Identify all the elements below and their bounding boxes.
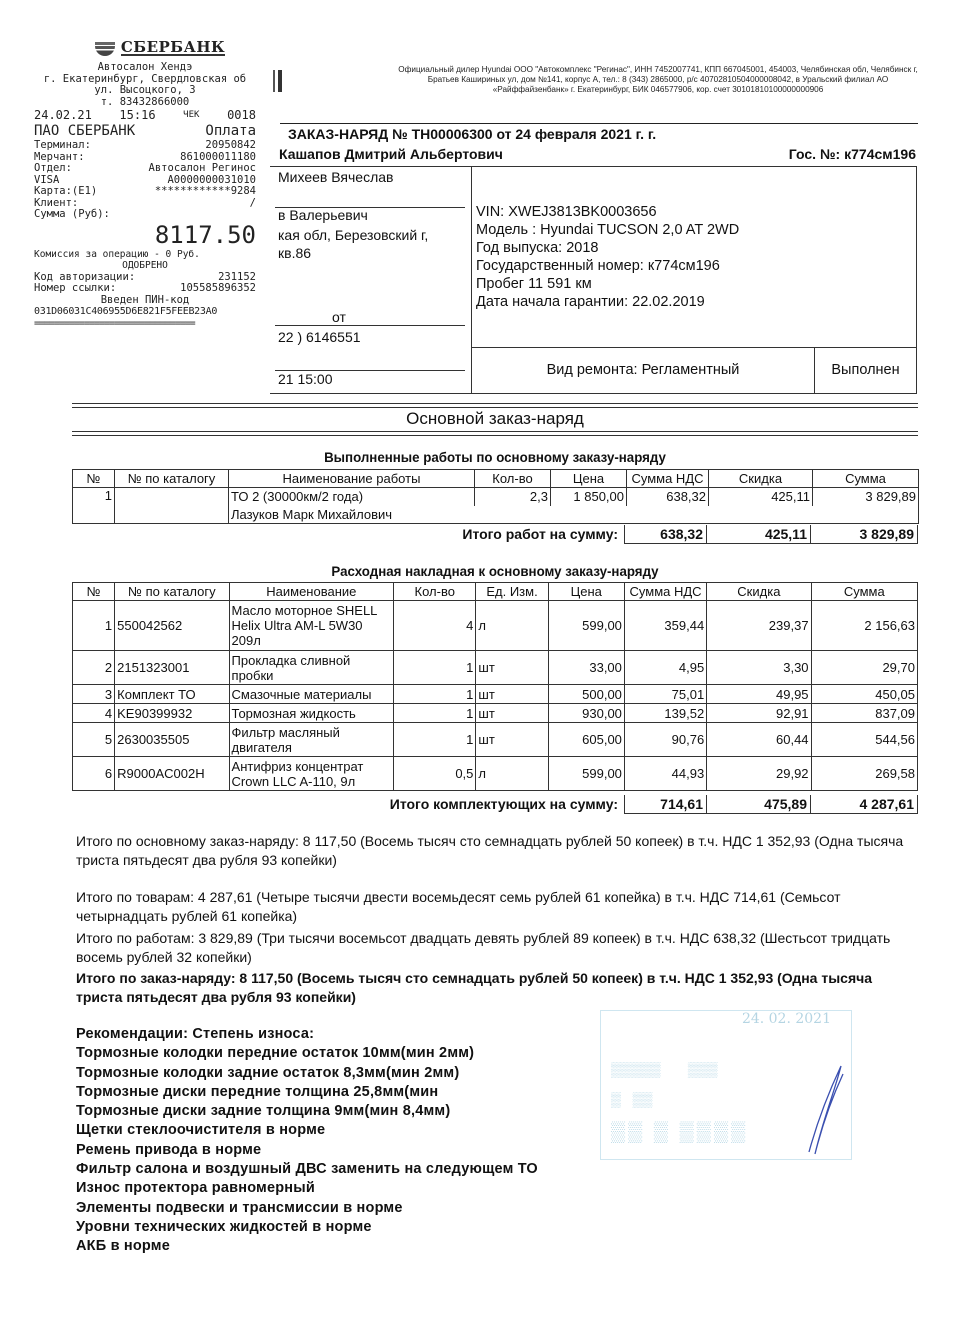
cell-qty: 0,5: [394, 757, 476, 791]
table-row: [73, 488, 919, 506]
store-phone: т. 83432866000: [100, 95, 190, 108]
cell-discount: 92,91: [707, 704, 811, 723]
cell-price: 599,00: [548, 757, 624, 791]
cell-price: 1 850,00: [551, 488, 627, 506]
commission: Комиссия за операцию - 0 Руб.: [34, 248, 200, 260]
table-row: [73, 704, 918, 723]
cell-unit: л: [476, 601, 548, 651]
barcode-mark-icon: [273, 70, 283, 92]
cell-vat: 4,95: [624, 651, 706, 685]
customer-phone: 22 ) 6146551: [278, 329, 361, 345]
field-rule: [275, 325, 465, 326]
receipt-datetime-row: [34, 108, 256, 122]
cell-name: ТО 2 (30000км/2 года): [229, 488, 475, 506]
recommendation-item: Фильтр салона и воздушный ДВС заменить на следующем ТО: [76, 1161, 538, 1178]
parts-total-discount: 475,89: [706, 795, 810, 814]
cell-name: Тормозная жидкость: [229, 704, 394, 723]
cell-unit: л: [476, 757, 548, 791]
table-row: [73, 651, 918, 685]
recommendations: [76, 1025, 538, 1257]
row-label: VISA: [34, 173, 60, 186]
cell-qty: 1: [394, 651, 476, 685]
row-value: /: [249, 196, 256, 209]
cell-sum: 837,09: [811, 704, 917, 723]
cell-catalog: R9000AC002H: [115, 757, 229, 791]
repair-type: Вид ремонта: Регламентный: [472, 348, 815, 394]
cell-vat: 359,44: [624, 601, 706, 651]
header-rule: [280, 123, 918, 124]
recommendation-item: Элементы подвески и трансмиссии в норме: [76, 1199, 403, 1216]
cell-catalog: 550042562: [115, 601, 229, 651]
cell-sum: 29,70: [811, 651, 917, 685]
cell-discount: 425,11: [709, 488, 813, 506]
vehicle-mileage: Пробег 11 591 км: [476, 276, 592, 292]
cell-discount: 3,30: [707, 651, 811, 685]
cell-sum: 2 156,63: [811, 601, 917, 651]
cell-vat: 139,52: [624, 704, 706, 723]
recommendation-item: Тормозные диски задние толщина 9мм(мин 8,4мм): [76, 1103, 451, 1120]
cell-sum: 269,58: [811, 757, 917, 791]
sberbank-logo-icon: [95, 42, 115, 56]
cell-catalog: KE90399932: [115, 704, 229, 723]
cell-price: 33,00: [548, 651, 624, 685]
row-label: Карта:(E1): [34, 185, 98, 197]
parts-total-label: Итого комплектующих на сумму:: [389, 796, 618, 812]
doc-from-label: от: [332, 309, 346, 325]
stamp-line: ▒▒ ▒ ▒▒▒▒: [611, 1121, 749, 1143]
customer-patronymic: в Валерьевич: [278, 207, 368, 223]
ref-number: 105585896352: [180, 282, 256, 294]
order-status: Выполнен: [831, 362, 900, 378]
recommendation-item: Ремень привода в норме: [76, 1141, 262, 1158]
cell-vat: 75,01: [624, 685, 706, 704]
recommendation-item: Износ протектора равномерный: [76, 1180, 315, 1197]
works-total-vat: 638,32: [624, 525, 706, 544]
summary-main-order: Итого по основному заказ-наряду: 8 117,50 (Восемь тысяч сто семнадцать рублей 50 копеек) в т.ч. НДС 1 352,93 (Одна тысяча триста пятьдесят два рубля 93 копейки): [76, 833, 904, 868]
receipt-row: [34, 209, 256, 221]
cell-no: 6: [73, 757, 115, 791]
cell-sum: 3 829,89: [813, 488, 919, 506]
cell-sum: 450,05: [811, 685, 917, 704]
cell-no: 5: [73, 723, 115, 757]
parts-table: [72, 582, 918, 791]
cell-qty: 4: [394, 601, 476, 651]
store-address: г. Екатеринбург, Свердловская об: [43, 72, 247, 85]
summary-works: Итого по работам: 3 829,89 (Три тысячи восемьсот двадцать девять рублей 89 копеек) в т.ч. НДС 638,32 (Шестьсот тридцать восемь рублей 32 копейки): [76, 930, 891, 965]
parts-total-vat: 714,61: [624, 795, 706, 814]
cell-price: 500,00: [548, 685, 624, 704]
row-label: Терминал:: [34, 139, 91, 151]
approved-status: ОДОБРЕНО: [122, 260, 168, 271]
section-divider: [72, 431, 918, 436]
row-value: 861000011180: [180, 150, 256, 163]
customer-info: [270, 167, 472, 393]
cell-no: 2: [73, 651, 115, 685]
col-header: Наименование работы: [229, 470, 475, 488]
transaction-hash: 031D06031C406955D6E821F5FEEB23A0: [34, 306, 218, 317]
parts-section-title: Расходная накладная к основному заказу-наряду: [331, 563, 659, 579]
cell-no: 3: [73, 685, 115, 704]
store-name: Автосалон Хендэ: [97, 61, 193, 73]
summary-total: Итого по заказ-наряду: 8 117,50 (Восемь тысяч сто семнадцать рублей 50 копеек) в т.ч. НДС 1 352,93 (Одна тысяча триста пятьдесят два рубля 93 копейки): [76, 970, 873, 1005]
auth-label: Код авторизации:: [34, 270, 136, 283]
table-row: [73, 685, 918, 704]
order-title: ЗАКАЗ-НАРЯД № ТН00006300 от 24 февраля 2021 г. г.: [288, 126, 657, 142]
col-header: Цена: [551, 470, 627, 488]
receipt-date: 24.02.21: [34, 108, 92, 122]
col-header: Наименование: [229, 583, 394, 601]
row-value: ************9284: [154, 185, 256, 197]
cell-unit: шт: [476, 651, 548, 685]
parts-total-row: [72, 795, 918, 815]
bank-full-name: ПАО СБЕРБАНК: [34, 123, 136, 139]
cell-vat: 638,32: [627, 488, 709, 506]
cell-discount: 49,95: [707, 685, 811, 704]
client-name: Кашапов Дмитрий Альбертович: [279, 146, 503, 162]
section-divider: [72, 403, 918, 408]
works-section-title: Выполненные работы по основному заказу-наряду: [324, 449, 666, 465]
cell-qty: 1: [394, 685, 476, 704]
sberbank-logo: [64, 36, 256, 62]
col-header: №: [73, 583, 115, 601]
auth-code: 231152: [218, 270, 256, 283]
table-row: [73, 723, 918, 757]
dealer-info: Официальный дилер Hyundai ООО "Автокомплекс "Регинас", ИНН 7452007741, КПП 667045001, 454003, Челябинская обл, Челябинск г, Братьев Кашириных ул, дом №141, корпус А, тел.: 8 (343) 2865000, р/с 40702810504000008042, в Уральский филиал АО «Райффайзенбанк» г. Екатеринбург, БИК 046577906, кор. счет 30101810100000000906: [398, 65, 918, 95]
repair-info-row: [472, 347, 916, 394]
recommendation-item: Тормозные колодки задние остаток 8,3мм(мин 2мм): [76, 1064, 460, 1081]
cell-price: 599,00: [548, 601, 624, 651]
row-label: Сумма (Руб):: [34, 208, 110, 220]
warranty-start: Дата начала гарантии: 22.02.2019: [476, 294, 705, 310]
col-header: Сумма: [813, 470, 919, 488]
row-value: 20950842: [205, 139, 256, 151]
payment-amount: 8117.50: [154, 220, 256, 249]
recommendation-item: Тормозные диски передние толщина 25,8мм(мин: [76, 1083, 439, 1100]
cell-unit: шт: [476, 704, 548, 723]
recommendation-item: Уровни технических жидкостей в норме: [76, 1218, 372, 1235]
cell-unit: шт: [476, 723, 548, 757]
card-payment-receipt: [34, 36, 256, 329]
col-header: Скидка: [707, 583, 811, 601]
stamp-date: 24. 02. 2021: [741, 1011, 831, 1027]
receipt-row: [34, 140, 256, 152]
customer-address: кая обл, Березовский г,: [278, 227, 429, 243]
plate-number: [789, 146, 916, 162]
ref-label: Номер ссылки:: [34, 282, 117, 294]
summary-goods: Итого по товарам: 4 287,61 (Четыре тысячи двести восемьдесят семь рублей 61 копейка) в т.ч. НДС 714,61 (Семьсот четырнадцать рублей 61 копейка): [76, 889, 841, 924]
receipt-row: [34, 163, 256, 175]
ref-number-row: [34, 283, 256, 295]
row-label: Мерчант:: [34, 150, 85, 163]
col-header: Ед. Изм.: [476, 583, 548, 601]
cell-no: 1: [73, 488, 115, 524]
recommendation-item: Щетки стеклоочистителя в норме: [76, 1122, 326, 1139]
works-table: [72, 469, 919, 524]
order-info-box: [270, 166, 917, 394]
cell-vat: 90,76: [624, 723, 706, 757]
cell-price: 605,00: [548, 723, 624, 757]
col-header: Кол-во: [394, 583, 476, 601]
vehicle-info: [472, 167, 916, 347]
table-header-row: [73, 583, 918, 601]
table-row: [73, 601, 918, 651]
col-header: № по каталогу: [115, 583, 229, 601]
col-header: Сумма: [811, 583, 917, 601]
cell-discount: 239,37: [707, 601, 811, 651]
works-total-label: Итого работ на сумму:: [462, 526, 618, 542]
cell-catalog: 2630035505: [115, 723, 229, 757]
cell-no: 1: [73, 601, 115, 651]
pin-entered: Введен ПИН-код: [100, 293, 190, 306]
cell-no: 4: [73, 704, 115, 723]
stamp-line: ▒ ▒▒: [611, 1091, 653, 1107]
cell-name: Прокладка сливной пробки: [229, 651, 394, 685]
col-header: Сумма НДС: [627, 470, 709, 488]
cell-catalog: Комплект ТО: [115, 685, 229, 704]
parts-total-sum: 4 287,61: [810, 795, 918, 814]
cell-discount: 29,92: [707, 757, 811, 791]
works-total-sum: 3 829,89: [810, 525, 918, 544]
receipt-separator: ================================: [34, 317, 195, 329]
table-row: [73, 757, 918, 791]
receipt-bank-row: [34, 122, 256, 140]
cell-catalog: 2151323001: [115, 651, 229, 685]
cell-sum: 544,56: [811, 723, 917, 757]
receipt-row: [34, 186, 256, 198]
recommendations-heading: Рекомендации: Степень износа:: [76, 1026, 315, 1042]
vehicle-year: Год выпуска: 2018: [476, 240, 599, 256]
cell-qty: 1: [394, 723, 476, 757]
vehicle-model: Модель : Hyundai TUCSON 2,0 AT 2WD: [476, 222, 740, 238]
master-name: Михеев Вячеслав: [278, 169, 394, 185]
works-total-row: [72, 525, 918, 545]
col-header: №: [73, 470, 115, 488]
vehicle-plate: Государственный номер: к774см196: [476, 258, 720, 274]
order-datetime: 21 15:00: [278, 371, 333, 387]
plate-label: Гос. №:: [788, 146, 841, 162]
bank-name: СБЕРБАНК: [120, 38, 226, 57]
customer-apartment: кв.86: [278, 245, 312, 261]
cell-name: Масло моторное SHELL Helix Ultra AM-L 5W30 209л: [229, 601, 394, 651]
row-label: Отдел:: [34, 162, 72, 174]
col-header: Скидка: [709, 470, 813, 488]
recommendation-item: Тормозные колодки передние остаток 10мм(мин 2мм): [76, 1045, 475, 1062]
check-label: ЧЕК: [183, 110, 200, 120]
plate-value: к774см196: [844, 146, 916, 162]
vehicle-vin: VIN: XWEJ3813BK0003656: [476, 204, 657, 220]
cell-qty: 1: [394, 704, 476, 723]
cell-discount: 60,44: [707, 723, 811, 757]
works-total-discount: 425,11: [706, 525, 810, 544]
row-value: A0000000031010: [167, 173, 256, 186]
operation-type: Оплата: [205, 123, 256, 139]
cell-vat: 44,93: [624, 757, 706, 791]
row-label: Клиент:: [34, 196, 79, 209]
store-street: ул. Высоцкого, 3: [94, 84, 196, 96]
stamp-line: ▒▒▒▒▒ ▒▒▒: [611, 1061, 718, 1077]
cell-qty: 2,3: [475, 488, 551, 506]
col-header: № по каталогу: [115, 470, 229, 488]
cell-worker: Лазуков Марк Михайлович: [229, 506, 919, 524]
cell-name: Смазочные материалы: [229, 685, 394, 704]
table-header-row: [73, 470, 919, 488]
cell-name: Антифриз концентрат Crown LLC A-110, 9л: [229, 757, 394, 791]
cell-price: 930,00: [548, 704, 624, 723]
main-order-heading: Основной заказ-наряд: [406, 409, 584, 428]
cell-name: Фильтр масляный двигателя: [229, 723, 394, 757]
signature-icon: [805, 1060, 845, 1160]
cell-catalog: [115, 488, 229, 524]
row-value: Автосалон Регинос: [148, 162, 256, 174]
cell-unit: шт: [476, 685, 548, 704]
col-header: Кол-во: [475, 470, 551, 488]
col-header: Сумма НДС: [624, 583, 706, 601]
recommendation-item: АКБ в норме: [76, 1238, 170, 1255]
check-number: 0018: [227, 108, 256, 122]
receipt-time: 15:16: [119, 108, 156, 122]
col-header: Цена: [548, 583, 624, 601]
